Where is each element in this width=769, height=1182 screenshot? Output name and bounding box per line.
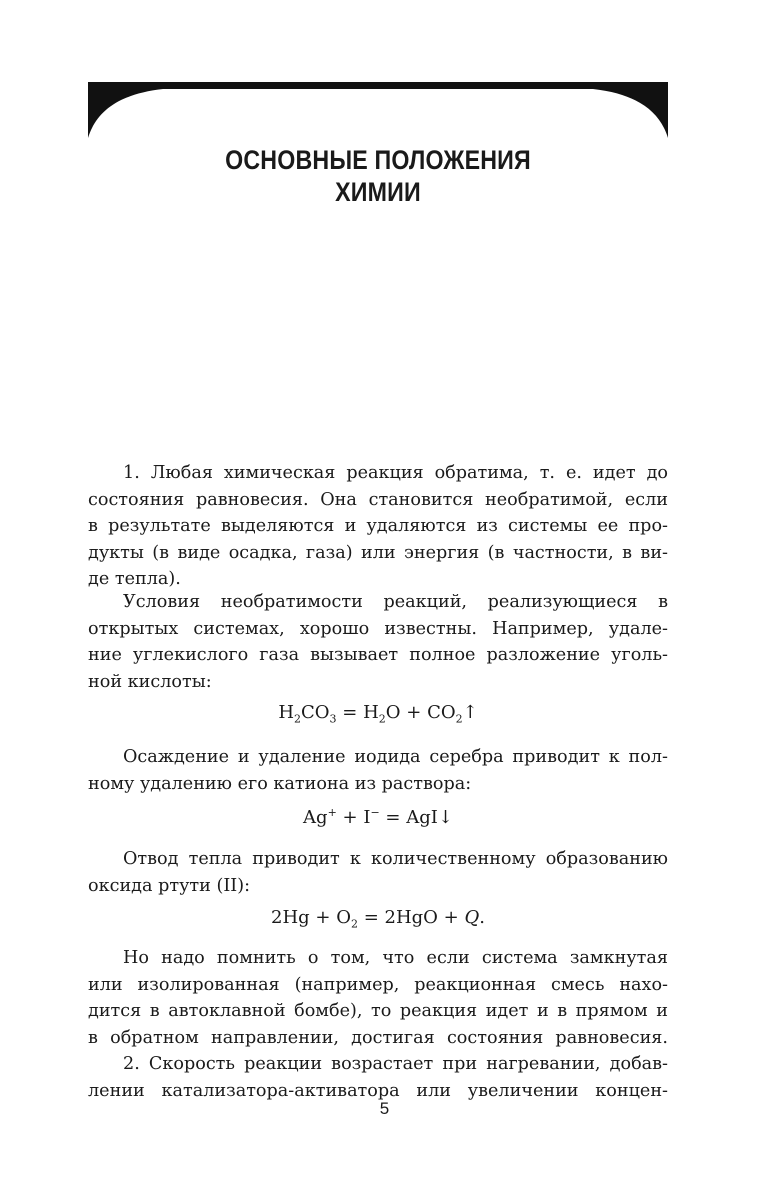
- text-line: ной кислоты:: [88, 671, 212, 692]
- formula-mercury-oxide: $2Hg + O_2 = 2HgO + Q$.: [271, 907, 485, 931]
- page-number: 5: [379, 1099, 390, 1118]
- text-line: 1. Любая химическая реакция обратима, т. е. идет до: [123, 463, 668, 483]
- text-line: дится в автоклавной бомбе), то реакция идет и в прямом и: [88, 1001, 668, 1021]
- paragraph-2: [88, 589, 668, 695]
- text-line: дукты (в виде осадка, газа) или энергия (в частности, в ви-: [88, 542, 668, 563]
- chapter-header-bar: [88, 82, 668, 140]
- paragraph-1: [88, 460, 668, 593]
- chapter-title-line-2: ХИМИИ: [335, 177, 421, 207]
- text-line: открытых системах, хорошо известны. Например, удале-: [88, 618, 668, 639]
- formula-carbonic-acid: $H_2CO_3 = H_2O$ + $CO_2↑$: [278, 702, 478, 726]
- text-line: состояния равновесия. Она становится необратимой, если: [88, 489, 668, 510]
- header-decoration: [88, 82, 668, 140]
- text-line: Условия необратимости реакций, реализующиеся в: [123, 592, 668, 612]
- formula-silver-iodide: Ag+ + I− = AgI↓: [303, 806, 453, 828]
- text-line: или изолированная (например, реакционная смесь нахо-: [88, 974, 668, 995]
- text-line: в обратном направлении, достигая состояния равновесия.: [88, 1027, 668, 1048]
- text-line: Осаждение и удаление иодида серебра приводит к пол-: [123, 747, 668, 767]
- precipitate-arrow-icon: ↓: [437, 807, 453, 828]
- gas-arrow-icon: ↑: [462, 702, 478, 723]
- text-line: лении катализатора-активатора или увеличении концен-: [88, 1080, 668, 1101]
- text-line: ному удалению его катиона из раствора:: [88, 773, 472, 794]
- paragraph-5: [88, 945, 668, 1051]
- text-line: де тепла).: [88, 569, 181, 589]
- paragraph-3: [88, 744, 668, 797]
- paragraph-6: [88, 1051, 668, 1104]
- text-line: Отвод тепла приводит к количественному образованию: [123, 849, 668, 869]
- text-line: Но надо помнить о том, что если система замкнутая: [123, 948, 668, 968]
- chapter-title: [129, 144, 628, 208]
- paragraph-4: [88, 846, 668, 899]
- text-line: ние углекислого газа вызывает полное разложение уголь-: [88, 645, 668, 665]
- text-line: в результате выделяются и удаляются из системы ее про-: [88, 516, 668, 536]
- text-line: 2. Скорость реакции возрастает при нагревании, добав-: [123, 1054, 668, 1074]
- text-line: оксида ртути (II):: [88, 875, 251, 896]
- chapter-title-line-1: ОСНОВНЫЕ ПОЛОЖЕНИЯ: [225, 145, 531, 175]
